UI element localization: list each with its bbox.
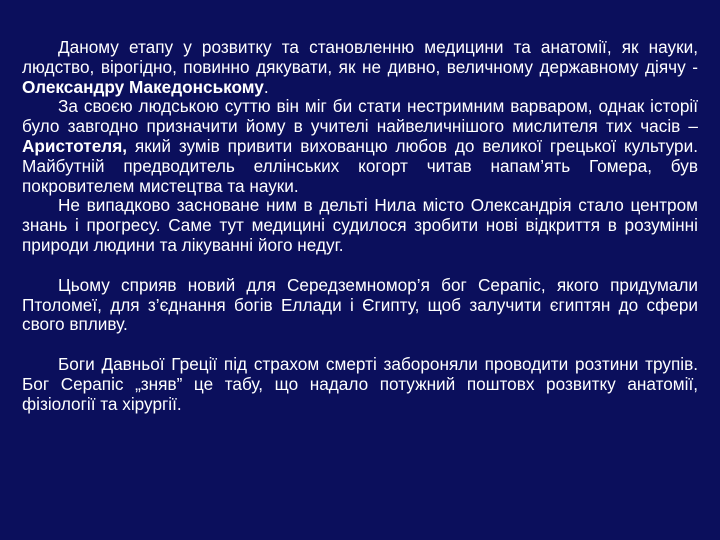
paragraph-gap-2 bbox=[22, 335, 698, 355]
paragraph-5: Боги Давньої Греції під страхом смерті забороняли проводити розтини трупів. Бог Серапіс „зняв” це табу, що надало потужний поштовх розвитку анатомії, фізіології та хірургії. bbox=[22, 354, 698, 414]
paragraph-1-text-end: . bbox=[263, 76, 269, 97]
paragraph-2-text-start: За своєю людською суттю він міг би стати нестримним варваром, однак історії було завгодно призначити йому в учителі найвеличнішого мислителя тих часів – bbox=[22, 96, 698, 137]
paragraph-1-text-start: Даному етапу у розвитку та становленню медицини та анатомії, як науки, людство, вірогідно, повинно дякувати, як не дивно, величному державному діячу - bbox=[22, 37, 698, 77]
aristotle-name: Аристотеля, bbox=[22, 135, 127, 156]
alexander-the-great-name: Олександру Македонському bbox=[22, 76, 264, 97]
paragraph-2 bbox=[22, 97, 698, 196]
paragraph-2-text-end: який зумів привити вихованцю любов до великої грецької культури. Майбутній предводитель еллінських когорт читав напам’ять Гомера, був покровителем мистецтва та науки. bbox=[22, 135, 698, 196]
paragraph-1 bbox=[22, 38, 698, 97]
paragraph-gap-1 bbox=[22, 256, 698, 276]
paragraph-3: Не випадково засноване ним в дельті Нила місто Олександрія стало центром знань і прогресу. Саме тут медицині судилося зробити нові відкриття в розумінні природи людини та лікуванні його недуг. bbox=[22, 195, 698, 255]
paragraph-4: Цьому сприяв новий для Середземномор’я бог Серапіс, якого придумали Птоломеї, для з’єднання богів Еллади і Єгипту, щоб залучити єгиптян до сфери свого впливу. bbox=[22, 274, 698, 335]
